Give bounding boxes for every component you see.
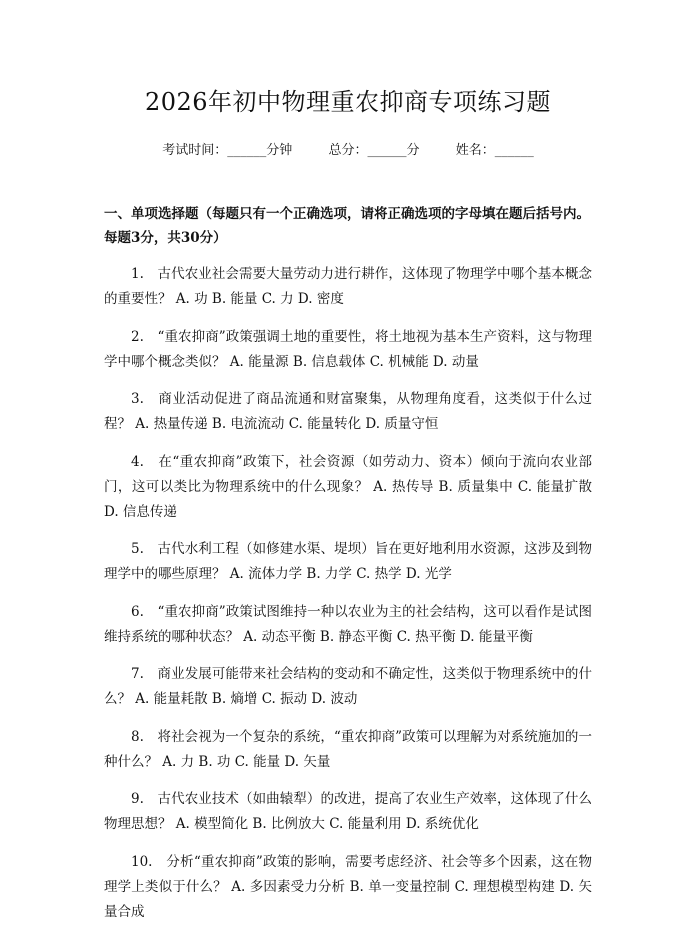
question-item: 3. 商业活动促进了商品流通和财富聚集，从物理角度看，这类似于什么过程？ A. 热量传递 B. 电流流动 C. 能量转化 D. 质量守恒 xyxy=(104,391,592,432)
question-item: 4. 在“重农抑商”政策下，社会资源（如劳动力、资本）倾向于流向农业部门，这可以类比为物理系统中的什么现象？ A. 热传导 B. 质量集中 C. 能量扩散 D. 信息传递 xyxy=(104,453,592,520)
question-item: 7. 商业发展可能带来社会结构的变动和不确定性，这类似于物理系统中的什么？ A. 能量耗散 B. 熵增 C. 振动 D. 波动 xyxy=(104,666,592,707)
exam-time-field: 考试时间：______分钟 xyxy=(162,143,293,158)
section-heading: 一、单项选择题（每题只有一个正确选项，请将正确选项的字母填在题后括号内。每题3分，共30分） xyxy=(104,206,590,246)
question-item: 8. 将社会视为一个复杂的系统，“重农抑商”政策可以理解为对系统施加的一种什么？ A. 力 B. 功 C. 能量 D. 矢量 xyxy=(104,728,592,770)
question-item: 5. 古代水利工程（如修建水渠、堤坝）旨在更好地利用水资源，这涉及到物理学中的哪些原理？ A. 流体力学 B. 力学 C. 热学 D. 光学 xyxy=(104,541,592,582)
question-list xyxy=(104,262,592,925)
question-item: 6. “重农抑商”政策试图维持一种以农业为主的社会结构，这可以看作是试图维持系统的哪种状态？ A. 动态平衡 B. 静态平衡 C. 热平衡 D. 能量平衡 xyxy=(104,603,592,645)
question-item: 2. “重农抑商”政策强调土地的重要性，将土地视为基本生产资料，这与物理学中哪个概念类似？ A. 能量源 B. 信息载体 C. 机械能 D. 动量 xyxy=(104,328,592,370)
question-item: 1. 古代农业社会需要大量劳动力进行耕作，这体现了物理学中哪个基本概念的重要性？ A. 功 B. 能量 C. 力 D. 密度 xyxy=(104,266,592,307)
question-item: 9. 古代农业技术（如曲辕犁）的改进，提高了农业生产效率，这体现了什么物理思想？ A. 模型简化 B. 比例放大 C. 能量利用 D. 系统优化 xyxy=(104,791,592,832)
student-name-field: 姓名：______ xyxy=(455,143,534,158)
document-title: 2026年初中物理重农抑商专项练习题 xyxy=(144,88,552,116)
exam-meta xyxy=(104,142,592,160)
total-score-field: 总分：______分 xyxy=(328,143,420,158)
question-item: 10. 分析“重农抑商”政策的影响，需要考虑经济、社会等多个因素，这在物理学上类似于什么？ A. 多因素受力分析 B. 单一变量控制 C. 理想模型构建 D. 矢量合成 xyxy=(104,853,592,920)
